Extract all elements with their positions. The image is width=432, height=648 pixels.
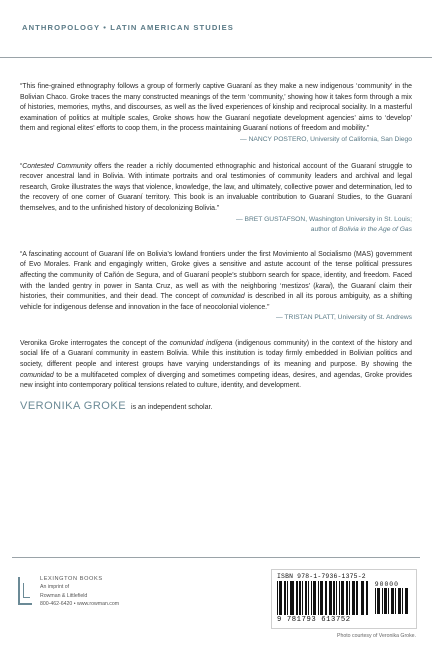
attribution-prefix: author of xyxy=(310,226,340,234)
author-line xyxy=(20,400,412,412)
quote-attribution: — NANCY POSTERO, University of California, San Diego xyxy=(240,135,412,143)
quote-text: “This fine-grained ethnography follows a group of formerly captive Guaraní as they make a new indigenous ‘community’ in the Bolivian Chaco. Groke traces the many constructed meanings of the term ‘community,’ showing how it takes form through a mix of histories, memories, myths, and discourses, as well as the lived experiences of kinship and reciprocal sociality. In a masterful examination of politics at multiple scales, Groke shows how the Guaraní negotiate development agencies’ aims to ‘develop’ them and regional elites’ efforts to coop them, in the process maintaining Guaraní notions of freedom and mobility.” xyxy=(20,83,412,133)
quote-text xyxy=(20,250,412,314)
header-band xyxy=(0,0,432,58)
quote-body-a: “A fascinating account of Guaraní life on Bolivia’s lowland frontiers under the first Movimiento al Socialismo (MAS) government of Evo Morales. Frank and engagingly written, Groke gives a sensitive and astute account of the tense political pressures affecting the community of Cañón de Segura, and of Guaraní people’s stubborn search for space, identity, and freedom. Faced with the landed gentry in power in Santa Cruz, as well as with the neighboring ‘mestizos’ ( xyxy=(20,250,412,290)
quote-attribution: — TRISTAN PLATT, University of St. Andrews xyxy=(275,314,412,322)
quote-body-c: is described in all its porous ambiguity, as a shifting vehicle for indigenous defense and innovation in the face of neocolonial violence.” xyxy=(20,293,412,311)
isbn-label: ISBN 978-1-7936-1375-2 xyxy=(277,573,366,580)
publisher-info xyxy=(40,575,119,609)
category-label: ANTHROPOLOGY • LATIN AMERICAN STUDIES xyxy=(22,23,234,32)
publisher-parent: Rowman & Littlefield xyxy=(40,592,88,599)
author-name: VERONIKA GROKE xyxy=(20,399,127,412)
book-title-italic: Contested Community xyxy=(22,162,92,170)
publisher-contact: 800-462-6420 • www.rowman.com xyxy=(40,601,120,608)
book-description xyxy=(20,339,412,392)
desc-italic-b: comunidad xyxy=(20,371,54,379)
barcode-bar xyxy=(408,588,409,614)
quote-attribution: — BRET GUSTAFSON, Washington University in St. Louis; xyxy=(235,215,412,223)
publisher-name: LEXINGTON BOOKS xyxy=(40,576,103,582)
addon-barcode-bars xyxy=(375,588,409,614)
photo-credit: Photo courtesy of Veronika Groke. xyxy=(336,633,416,639)
barcode-bar xyxy=(368,581,369,615)
quote-body-b: ), the Guaraní claim their histories, their communities, and their dead. The concept of xyxy=(20,282,412,301)
quote-body: offers the reader a richly documented ethnographic and historical account of the Guaraní struggle to recover ancestral land in Bolivia. With intimate portraits and oral testimonies of community leaders and archival and legal research, Groke illustrates the ways that violence, knowledge, the law, and ultimately, collective power and determination, led to the recovery of one corner of Guaraní territory. This book is an invaluable contribution to Guaraní Studies, to the Guaraní themselves, and to the unfinished history of decolonizing Bolivia.” xyxy=(20,162,412,212)
praise-quote-1 xyxy=(20,82,412,146)
publisher-logo-icon xyxy=(18,577,32,605)
quote-attribution-line2 xyxy=(20,225,412,236)
publisher-block xyxy=(18,575,119,609)
attribution-book-title: Bolivia in the Age of Gas xyxy=(339,226,412,234)
desc-c: to be a multifaceted complex of diverging and sometimes competing ideas, desires, and agendas, Groke provides new insight into contemporary political tensions related to culture, identity, and development. xyxy=(20,371,412,390)
quote-italic-b: comunidad xyxy=(210,293,245,301)
quote-italic-a: karai xyxy=(315,282,331,290)
barcode xyxy=(271,569,417,629)
ean-number: 9 781793 613752 xyxy=(277,616,351,624)
price-addon-number: 90000 xyxy=(374,581,399,588)
desc-b: (indigenous community) in the context of the history and social life of a Guaraní community in eastern Bolivia. While this institution is today firmly embedded in Bolivian politics and society, different people and interest groups have varying understandings of its meaning and purpose. By showing the xyxy=(20,339,412,369)
desc-a: Veronika Groke interrogates the concept of the xyxy=(20,339,170,347)
praise-quote-3 xyxy=(20,250,412,324)
desc-italic-a: comunidad indígena xyxy=(169,339,233,347)
footer-divider xyxy=(12,557,420,558)
quote-text: “Contested Community offers the reader a richly documented ethnographic and historical account of the Guaraní struggle to recover ancestral land in Bolivia. With intimate portraits and oral testimonies of community leaders and archival and legal research, Groke illustrates the ways that violence, knowledge, the law, and ultimately, collective power and determination, led to the recovery of one corner of Guaraní territory. This book is an invaluable contribution to Guaraní Studies, to the Guaraní themselves, and to the unfinished history of decolonizing Bolivia.” xyxy=(20,162,412,212)
praise-quote-2 xyxy=(20,162,412,236)
ean-barcode-bars xyxy=(277,581,369,615)
publisher-imprint-line: An imprint of xyxy=(40,584,70,591)
content-area xyxy=(20,82,412,412)
author-bio: is an independent scholar. xyxy=(131,403,213,411)
